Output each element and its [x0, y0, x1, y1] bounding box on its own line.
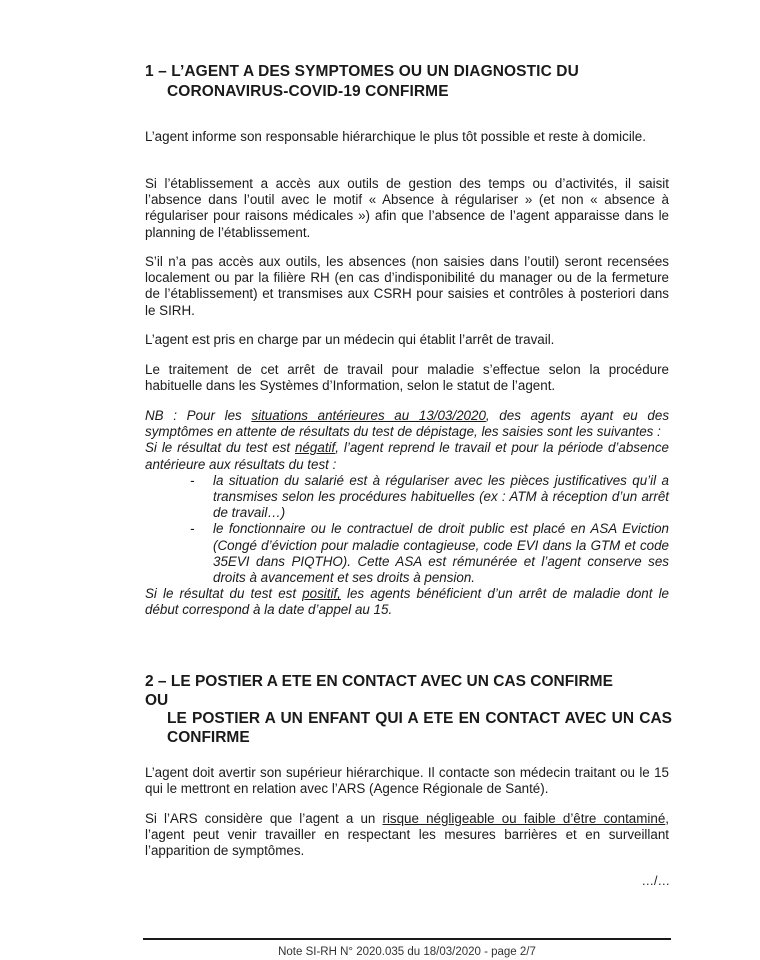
- list-item: [145, 473, 669, 522]
- p2-rest: , l’agent peut venir travailler en respectant les mesures barrières et en surveillant l’apparition de symptômes.: [145, 811, 670, 859]
- bullet-dash: -: [190, 521, 195, 537]
- section-1-heading-line-1: 1 – L’AGENT A DES SYMPTOMES OU UN DIAGNOSTIC DU: [145, 63, 579, 80]
- section-1-paragraph-1: L’agent informe son responsable hiérarchique le plus tôt possible et reste à domicile.: [145, 129, 646, 144]
- bullet-text: la situation du salarié est à régulariser avec les pièces justificatives qu’il a transmises selon les procédures habituelles (ex : ATM à réception d’un arrêt de travail…): [213, 472, 669, 521]
- section-2-paragraph-2: [145, 811, 669, 860]
- section-1-paragraph-4: L’agent est pris en charge par un médecin qui établit l’arrêt de travail.: [145, 332, 555, 347]
- section-2-paragraph-1: L’agent doit avertir son supérieur hiérarchique. Il contacte son médecin traitant ou le 15 qui le mettront en relation avec l’ARS (Agence Régionale de Santé).: [145, 765, 669, 797]
- nb-prefix: NB : Pour les: [145, 408, 252, 423]
- nb-rest: , des agents ayant eu des symptômes en attente de résultats du test de dépistage, les saisies sont les suivantes :: [145, 408, 670, 440]
- bullet-text: le fonctionnaire ou le contractuel de droit public est placé en ASA Eviction (Congé d’éviction pour maladie contagieuse, code EVI dans la GTM et code 35EVI dans PIQTHO). Cette ASA est rémunérée et l’agent conserve ses droits à avancement et ses droits à pension.: [213, 521, 669, 586]
- nb-bullet-list: [145, 473, 669, 586]
- nb-negative: [145, 440, 669, 472]
- section-2-heading-or: OU: [145, 692, 169, 709]
- section-1-heading-line-2: CORONAVIRUS-COVID-19 CONFIRME: [167, 83, 449, 100]
- section-1-paragraph-3: S’il n’a pas accès aux outils, les absences (non saisies dans l’outil) seront recensées localement ou par la filière RH (en cas d’indisponibilité du manager ou de la fermeture de l’établissement) et transmises aux CSRH pour saisies et contrôles à posteriori dans le SIRH.: [145, 254, 669, 318]
- p2-underlined: risque négligeable ou faible d’être contaminé: [382, 811, 666, 826]
- section-2-heading-line-1: 2 – LE POSTIER A ETE EN CONTACT AVEC UN CAS CONFIRME: [145, 673, 613, 690]
- nb-positive: [145, 586, 669, 618]
- bullet-dash: -: [190, 472, 195, 488]
- neg-prefix: Si le résultat du test est: [145, 440, 296, 456]
- neg-word: négatif: [295, 440, 336, 456]
- section-1-paragraph-2: Si l’établissement a accès aux outils de gestion des temps ou d’activités, il saisit l’absence dans l’outil avec le motif « Absence à régulariser » (et non « absence à régulariser pour raisons médicales ») afin que l’absence de l’agent apparaisse dans le planning de l’établissement.: [145, 176, 669, 240]
- pos-word: positif,: [302, 586, 341, 602]
- neg-rest: , l’agent reprend le travail et pour la période d’absence antérieure aux résultats du test :: [145, 440, 669, 472]
- pos-rest: les agents bénéficient d’un arrêt de maladie dont le début correspond à la date d’appel au 15.: [145, 586, 669, 618]
- nb-note: [145, 408, 669, 619]
- section-1-heading: [145, 62, 685, 102]
- nb-intro: [145, 408, 669, 440]
- pos-prefix: Si le résultat du test est: [145, 586, 303, 602]
- list-item: [145, 521, 669, 586]
- p2-prefix: Si l’ARS considère que l’agent a un: [145, 811, 383, 826]
- page-footer: Note SI-RH N° 2020.035 du 18/03/2020 - page 2/7: [278, 946, 536, 958]
- footer-divider: [143, 938, 671, 940]
- section-2-heading-line-3: LE POSTIER A UN ENFANT QUI A ETE EN CONTACT AVEC UN CAS CONFIRME: [167, 710, 672, 746]
- nb-date-underlined: situations antérieures au 13/03/2020: [251, 408, 486, 423]
- section-1-paragraph-5: Le traitement de cet arrêt de travail pour maladie s’effectue selon la procédure habituelle dans les Systèmes d’Information, selon le statut de l’agent.: [145, 362, 669, 394]
- continuation-mark: …/…: [641, 874, 670, 888]
